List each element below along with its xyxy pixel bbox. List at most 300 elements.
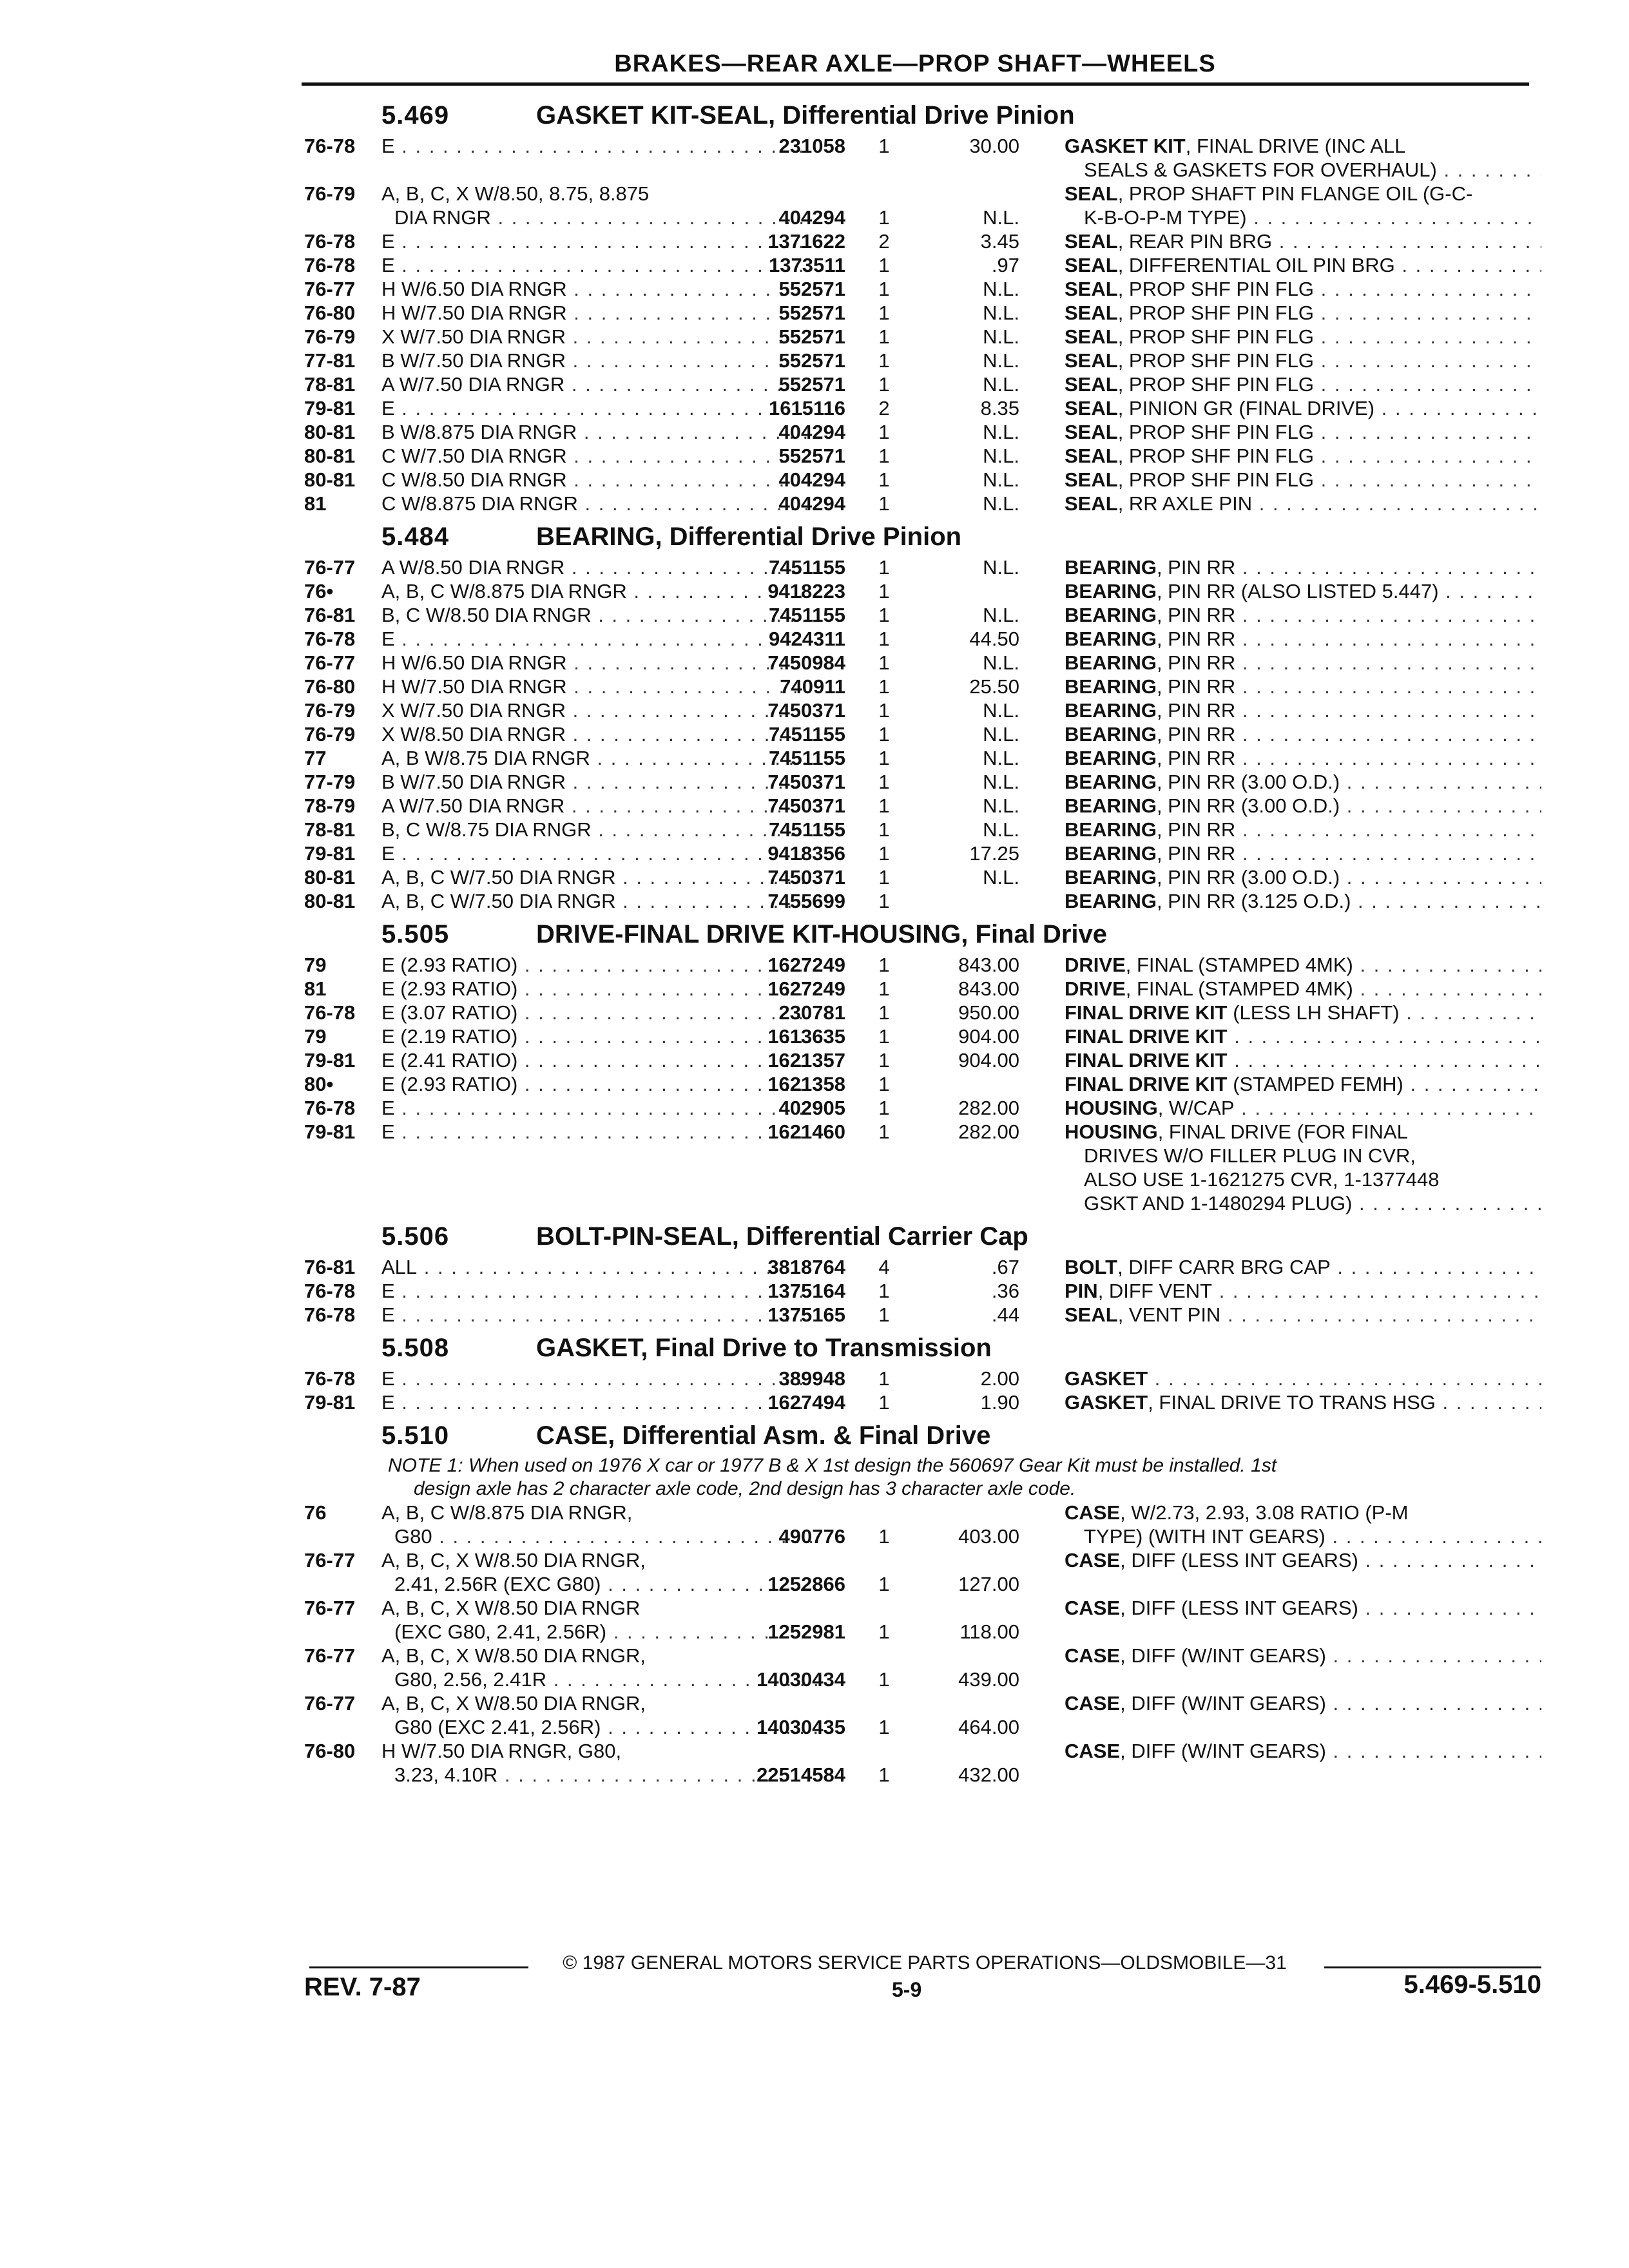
price: N.L. (983, 604, 1019, 626)
model-years: 80-81 (304, 866, 356, 889)
quantity: 1 (878, 1001, 890, 1024)
model-years: 76-78 (304, 135, 356, 157)
model-line: E (2.93 RATIO) . . . (381, 953, 807, 977)
price: N.L. (983, 278, 1019, 300)
parts-row (304, 579, 1541, 603)
parts-row (304, 301, 1541, 325)
part-number: 7451155 (769, 604, 845, 626)
part-number: 9424311 (769, 628, 845, 650)
description-line: GASKET KIT, FINAL DRIVE (INC ALL (1065, 135, 1406, 157)
model-years: 76 (304, 1501, 327, 1524)
quantity: 1 (878, 278, 890, 300)
section-number: 5.508 (381, 1334, 450, 1362)
price: N.L. (983, 747, 1019, 769)
description-line (1065, 1024, 1541, 1048)
model-years: 76-78 (304, 1303, 356, 1326)
part-number: 3818764 (767, 1256, 845, 1278)
section-title: CASE, Differential Asm. & Final Drive (536, 1421, 991, 1450)
quantity: 1 (878, 954, 890, 976)
quantity: 1 (878, 699, 890, 722)
price: 17.25 (969, 842, 1019, 865)
part-description (1065, 253, 1541, 277)
description-keyword: SEAL (1065, 1303, 1118, 1326)
model-years: 76-78 (304, 1001, 356, 1024)
part-description (1065, 1367, 1541, 1390)
description-line: SEAL, DIFFERENTIAL OIL PIN BRG . . . (1065, 253, 1541, 277)
model-years: 79-81 (304, 1120, 356, 1143)
model-line: E (3.07 RATIO) . . . (381, 1001, 807, 1024)
part-description (1065, 1001, 1541, 1024)
part-description (1065, 1120, 1541, 1215)
application-model (381, 579, 1026, 603)
price: N.L. (983, 421, 1019, 443)
parts-row (304, 977, 1541, 1001)
description-line: K-B-O-P-M TYPE) . . . (1065, 206, 1541, 229)
part-number: 1627494 (767, 1391, 845, 1414)
description-keyword: DRIVE (1065, 954, 1126, 976)
part-description (1065, 818, 1541, 841)
model-line: 3.23, 4.10R . . . (381, 1763, 820, 1787)
description-keyword: SEAL (1065, 182, 1118, 205)
parts-row (304, 134, 1541, 182)
part-number: 490776 (778, 1525, 845, 1548)
description-keyword: CASE (1065, 1644, 1121, 1667)
part-number: 1627249 (767, 977, 845, 1000)
parts-row (304, 889, 1541, 913)
footer-rule-right (1324, 1966, 1541, 1968)
part-number: 7450371 (767, 794, 845, 817)
quantity: 1 (878, 651, 890, 674)
model-line: E . . . (381, 229, 807, 253)
description-keyword: SEAL (1065, 492, 1118, 515)
section-heading (304, 518, 1541, 555)
model-years: 76-77 (304, 1644, 356, 1667)
description-keyword: SEAL (1065, 421, 1118, 443)
part-number: 552571 (778, 278, 845, 300)
model-line: A, B, C W/8.875 DIA RNGR, (381, 1501, 633, 1524)
description-line: FINAL DRIVE KIT (STAMPED FEMH) . . . (1065, 1072, 1541, 1096)
quantity: 1 (878, 723, 890, 745)
part-description (1065, 1691, 1541, 1715)
model-line: G80 . . . (381, 1524, 820, 1548)
part-number: 7450371 (767, 771, 845, 793)
description-line: FINAL DRIVE KIT (LESS LH SHAFT) . . . (1065, 1001, 1541, 1024)
quantity: 1 (878, 1620, 890, 1643)
parts-row (304, 1596, 1541, 1644)
model-years: 76-80 (304, 675, 356, 698)
parts-row (304, 1548, 1541, 1596)
footer-copyright: © 1987 GENERAL MOTORS SERVICE PARTS OPERATIONS—OLDSMOBILE—31 (563, 1952, 1287, 1974)
description-line: GSKT AND 1-1480294 PLUG) . . . (1065, 1191, 1541, 1215)
part-number: 1373511 (769, 254, 845, 276)
description-line: SEAL, PINION GR (FINAL DRIVE) . . . (1065, 396, 1541, 420)
description-line: SEAL, PROP SHF PIN FLG . . . (1065, 372, 1541, 396)
part-number: 9418223 (767, 580, 845, 602)
description-keyword: SEAL (1065, 230, 1118, 253)
part-description (1065, 301, 1541, 325)
part-number: 9418356 (767, 842, 845, 865)
description-keyword: BEARING (1065, 580, 1157, 602)
section-number: 5.505 (381, 920, 450, 948)
application-model (381, 1072, 1026, 1096)
part-number: 14030434 (757, 1668, 845, 1691)
price: 8.35 (980, 397, 1019, 419)
description-line: SEAL, VENT PIN . . . (1065, 1303, 1541, 1327)
part-description (1065, 1072, 1541, 1096)
section-heading (304, 1218, 1541, 1255)
model-line: B W/8.875 DIA RNGR . . . (381, 420, 807, 444)
quantity: 1 (878, 1049, 890, 1072)
description-keyword: FINAL DRIVE KIT (1065, 1049, 1228, 1072)
parts-row (304, 627, 1541, 651)
description-keyword: BEARING (1065, 628, 1157, 650)
part-description (1065, 889, 1541, 913)
price: N.L. (983, 373, 1019, 396)
part-number: 7450371 (767, 699, 845, 722)
part-description (1065, 865, 1541, 889)
part-number: 1375165 (767, 1303, 845, 1326)
parts-row (304, 818, 1541, 841)
description-line: DRIVE, FINAL (STAMPED 4MK) . . . (1065, 953, 1541, 977)
part-description (1065, 1739, 1541, 1763)
part-number: 404294 (778, 492, 845, 515)
price: 25.50 (969, 675, 1019, 698)
model-years: 78-79 (304, 794, 356, 817)
part-number: 1621460 (767, 1120, 845, 1143)
part-number: 1375164 (767, 1280, 845, 1302)
quantity: 1 (878, 842, 890, 865)
footer-page-number: 5-9 (892, 1978, 922, 2001)
part-number: 404294 (778, 206, 845, 229)
parts-row (304, 1072, 1541, 1096)
model-line: E (2.93 RATIO) . . . (381, 1072, 807, 1096)
description-keyword: BEARING (1065, 651, 1157, 674)
part-number: 22514584 (757, 1763, 845, 1786)
part-number: 552571 (778, 349, 845, 372)
part-description (1065, 1255, 1541, 1279)
part-number: 1627249 (767, 954, 845, 976)
quantity: 2 (878, 397, 890, 419)
parts-row (304, 746, 1541, 770)
description-line: SEAL, PROP SHF PIN FLG . . . (1065, 468, 1541, 492)
model-years: 79-81 (304, 1049, 356, 1072)
part-description (1065, 555, 1541, 579)
part-description (1065, 770, 1541, 794)
model-line: X W/7.50 DIA RNGR . . . (381, 325, 807, 349)
price: 843.00 (958, 954, 1019, 976)
quantity: 1 (878, 890, 890, 912)
part-description (1065, 1048, 1541, 1072)
model-years: 80-81 (304, 890, 356, 912)
parts-row (304, 555, 1541, 579)
description-line: HOUSING, W/CAP . . . (1065, 1096, 1541, 1120)
section-title: GASKET KIT-SEAL, Differential Drive Pinion (536, 101, 1075, 130)
price: N.L. (983, 794, 1019, 817)
model-years: 76-77 (304, 278, 356, 300)
part-description (1065, 977, 1541, 1001)
parts-row (304, 253, 1541, 277)
model-line: E . . . (381, 1303, 807, 1327)
price: N.L. (983, 556, 1019, 579)
description-keyword: BEARING (1065, 890, 1157, 912)
parts-row (304, 722, 1541, 746)
quantity: 1 (878, 1391, 890, 1414)
part-number: 1615116 (769, 397, 845, 419)
model-line: H W/6.50 DIA RNGR . . . (381, 651, 807, 675)
price: N.L. (983, 492, 1019, 515)
quantity: 1 (878, 1763, 890, 1786)
part-number: 552571 (778, 373, 845, 396)
price: 904.00 (958, 1025, 1019, 1048)
description-keyword: GASKET (1065, 1367, 1148, 1390)
section-number: 5.510 (381, 1421, 450, 1450)
description-keyword: CASE (1065, 1549, 1121, 1571)
description-keyword: SEAL (1065, 397, 1118, 419)
description-line: BEARING, PIN RR . . . (1065, 722, 1541, 746)
description-keyword: BEARING (1065, 818, 1157, 841)
part-description (1065, 794, 1541, 818)
model-line: E . . . (381, 627, 807, 651)
part-number: 7450371 (767, 866, 845, 889)
model-years: 81 (304, 977, 327, 1000)
part-number: 7450984 (767, 651, 845, 674)
model-years: 78-81 (304, 818, 356, 841)
part-number: 1371622 (767, 230, 845, 253)
header-rule (302, 82, 1529, 86)
section-note (304, 1454, 1541, 1501)
price: N.L. (983, 206, 1019, 229)
note-line: design axle has 2 character axle code, 2nd design has 3 character axle code. (414, 1478, 1076, 1499)
description-line: BEARING, PIN RR . . . (1065, 603, 1541, 627)
description-keyword: BEARING (1065, 699, 1157, 722)
model-years: 80-81 (304, 468, 356, 491)
part-description (1065, 182, 1541, 229)
part-description (1065, 1390, 1541, 1414)
model-years: 76-77 (304, 556, 356, 579)
description-keyword: GASKET (1065, 1391, 1148, 1414)
price: 118.00 (959, 1620, 1019, 1643)
price: 127.00 (958, 1573, 1019, 1595)
section-heading (304, 97, 1541, 134)
model-line: G80, 2.56, 2.41R . . . (381, 1667, 820, 1691)
part-description (1065, 349, 1541, 372)
quantity: 1 (878, 977, 890, 1000)
price: 464.00 (958, 1716, 1019, 1738)
model-line: E . . . (381, 253, 807, 277)
description-line: BEARING, PIN RR . . . (1065, 555, 1541, 579)
price: N.L. (983, 651, 1019, 674)
model-line: X W/7.50 DIA RNGR . . . (381, 698, 807, 722)
footer-rule-left (309, 1966, 528, 1968)
part-description (1065, 746, 1541, 770)
part-description (1065, 134, 1541, 182)
model-years: 79-81 (304, 1391, 356, 1414)
quantity: 1 (878, 1097, 890, 1119)
model-years: 79-81 (304, 397, 356, 419)
quantity: 1 (878, 302, 890, 324)
part-description (1065, 1303, 1541, 1327)
model-line: A W/7.50 DIA RNGR . . . (381, 372, 807, 396)
model-years: 76-77 (304, 651, 356, 674)
description-keyword: HOUSING (1065, 1120, 1158, 1143)
footer-revision: REV. 7-87 (304, 1973, 421, 2001)
price: N.L. (983, 302, 1019, 324)
model-line: E . . . (381, 396, 807, 420)
parts-row (304, 349, 1541, 372)
section-number: 5.506 (381, 1222, 450, 1251)
price: 2.00 (980, 1367, 1019, 1390)
section-title: DRIVE-FINAL DRIVE KIT-HOUSING, Final Drive (536, 920, 1108, 948)
model-line: C W/8.875 DIA RNGR . . . (381, 492, 807, 515)
quantity: 2 (878, 230, 890, 253)
model-line: E . . . (381, 1096, 807, 1120)
model-line: E (2.93 RATIO) . . . (381, 977, 807, 1001)
description-line: BEARING, PIN RR . . . (1065, 841, 1541, 865)
description-line: SEAL, PROP SHF PIN FLG . . . (1065, 349, 1541, 372)
parts-row (304, 1739, 1541, 1787)
model-years: 77-81 (304, 349, 356, 372)
page-header-title: BRAKES—REAR AXLE—PROP SHAFT—WHEELS (614, 50, 1216, 77)
description-keyword: BEARING (1065, 842, 1157, 865)
model-line: E . . . (381, 134, 807, 158)
part-description (1065, 1279, 1541, 1303)
model-years: 81 (304, 492, 327, 515)
quantity: 1 (878, 1668, 890, 1691)
parts-row (304, 794, 1541, 818)
part-number: 231058 (778, 135, 845, 157)
part-number: 389948 (778, 1367, 845, 1390)
model-line: H W/7.50 DIA RNGR, G80, (381, 1740, 622, 1762)
description-keyword: BEARING (1065, 866, 1157, 889)
quantity: 4 (878, 1256, 890, 1278)
quantity: 1 (878, 1525, 890, 1548)
part-description (1065, 492, 1541, 515)
model-line: C W/7.50 DIA RNGR . . . (381, 444, 807, 468)
description-keyword: BEARING (1065, 675, 1157, 698)
model-line: B, C W/8.50 DIA RNGR . . . (381, 603, 807, 627)
parts-row (304, 865, 1541, 889)
model-line: E (2.41 RATIO) . . . (381, 1048, 807, 1072)
description-line: CASE, DIFF (W/INT GEARS) . . . (1065, 1739, 1541, 1763)
model-years: 76-80 (304, 1740, 356, 1762)
part-description (1065, 444, 1541, 468)
description-keyword: SEAL (1065, 302, 1118, 324)
part-number: 7451155 (769, 747, 845, 769)
model-years: 76-78 (304, 1367, 356, 1390)
section-title: BOLT-PIN-SEAL, Differential Carrier Cap (536, 1222, 1028, 1251)
description-keyword: SEAL (1065, 254, 1118, 276)
price: .36 (991, 1280, 1019, 1302)
note-line: NOTE 1: When used on 1976 X car or 1977 B & X 1st design the 560697 Gear Kit must be installed. 1st (388, 1455, 1277, 1476)
model-line: A, B, C, X W/8.50 DIA RNGR, (381, 1644, 646, 1667)
description-keyword: SEAL (1065, 373, 1118, 396)
part-number: 552571 (778, 445, 845, 467)
model-line: H W/7.50 DIA RNGR . . . (381, 301, 807, 325)
part-number: 7455699 (767, 890, 845, 912)
part-description (1065, 722, 1541, 746)
quantity: 1 (878, 1716, 890, 1738)
model-line: 2.41, 2.56R (EXC G80) . . . (381, 1572, 820, 1596)
section-title: BEARING, Differential Drive Pinion (536, 523, 962, 551)
model-years: 76-78 (304, 230, 356, 253)
description-keyword: CASE (1065, 1740, 1121, 1762)
part-description (1065, 627, 1541, 651)
description-line (1065, 1048, 1541, 1072)
parts-row (304, 372, 1541, 396)
quantity: 1 (878, 206, 890, 229)
price: 44.50 (969, 628, 1019, 650)
description-keyword: GASKET KIT (1065, 135, 1186, 157)
model-line: ALL . . . (381, 1255, 807, 1279)
parts-row (304, 420, 1541, 444)
quantity: 1 (878, 628, 890, 650)
quantity: 1 (878, 1303, 890, 1326)
quantity: 1 (878, 580, 890, 602)
part-description (1065, 841, 1541, 865)
model-years: 80• (304, 1073, 334, 1095)
quantity: 1 (878, 771, 890, 793)
parts-row (304, 1001, 1541, 1024)
quantity: 1 (878, 135, 890, 157)
description-line: GASKET, FINAL DRIVE TO TRANS HSG . . . (1065, 1390, 1541, 1414)
parts-row (304, 277, 1541, 301)
part-description (1065, 372, 1541, 396)
quantity: 1 (878, 1073, 890, 1095)
quantity: 1 (878, 325, 890, 348)
parts-row (304, 1279, 1541, 1303)
parts-row (304, 1120, 1541, 1215)
description-line: SEAL, REAR PIN BRG . . . (1065, 229, 1541, 253)
parts-row (304, 468, 1541, 492)
description-line: BEARING, PIN RR (3.125 O.D.) . . . (1065, 889, 1541, 913)
price: N.L. (983, 866, 1019, 889)
price: 843.00 (958, 977, 1019, 1000)
model-line: A W/8.50 DIA RNGR . . . (381, 555, 807, 579)
part-description (1065, 603, 1541, 627)
description-line: BEARING, PIN RR . . . (1065, 818, 1541, 841)
model-line: A, B, C W/7.50 DIA RNGR . . . (381, 865, 807, 889)
model-years: 79 (304, 954, 327, 976)
part-description (1065, 1024, 1541, 1048)
description-keyword: SEAL (1065, 445, 1118, 467)
model-years: 76-77 (304, 1692, 356, 1715)
application-model (381, 889, 1026, 913)
model-line: (EXC G80, 2.41, 2.56R) . . . (381, 1620, 820, 1644)
description-keyword: BEARING (1065, 771, 1157, 793)
parts-row (304, 1367, 1541, 1390)
description-keyword: FINAL DRIVE KIT (1065, 1073, 1228, 1095)
part-description (1065, 325, 1541, 349)
parts-row (304, 1390, 1541, 1414)
part-number: 230781 (778, 1001, 845, 1024)
description-keyword: BEARING (1065, 794, 1157, 817)
parts-row (304, 1024, 1541, 1048)
footer-section-range: 5.469-5.510 (1403, 1970, 1541, 1999)
parts-row (304, 1691, 1541, 1739)
price: 432.00 (958, 1763, 1019, 1786)
quantity: 1 (878, 747, 890, 769)
model-line: A, B, C, X W/8.50, 8.75, 8.875 (381, 182, 650, 205)
part-number: 740911 (780, 675, 845, 698)
section-heading (304, 1329, 1541, 1367)
description-line: BEARING, PIN RR . . . (1065, 698, 1541, 722)
parts-row (304, 841, 1541, 865)
description-line: HOUSING, FINAL DRIVE (FOR FINAL (1065, 1120, 1408, 1143)
model-line: A, B, C, X W/8.50 DIA RNGR (381, 1597, 641, 1619)
part-description (1065, 277, 1541, 301)
price: 282.00 (958, 1120, 1019, 1143)
description-keyword: BEARING (1065, 747, 1157, 769)
